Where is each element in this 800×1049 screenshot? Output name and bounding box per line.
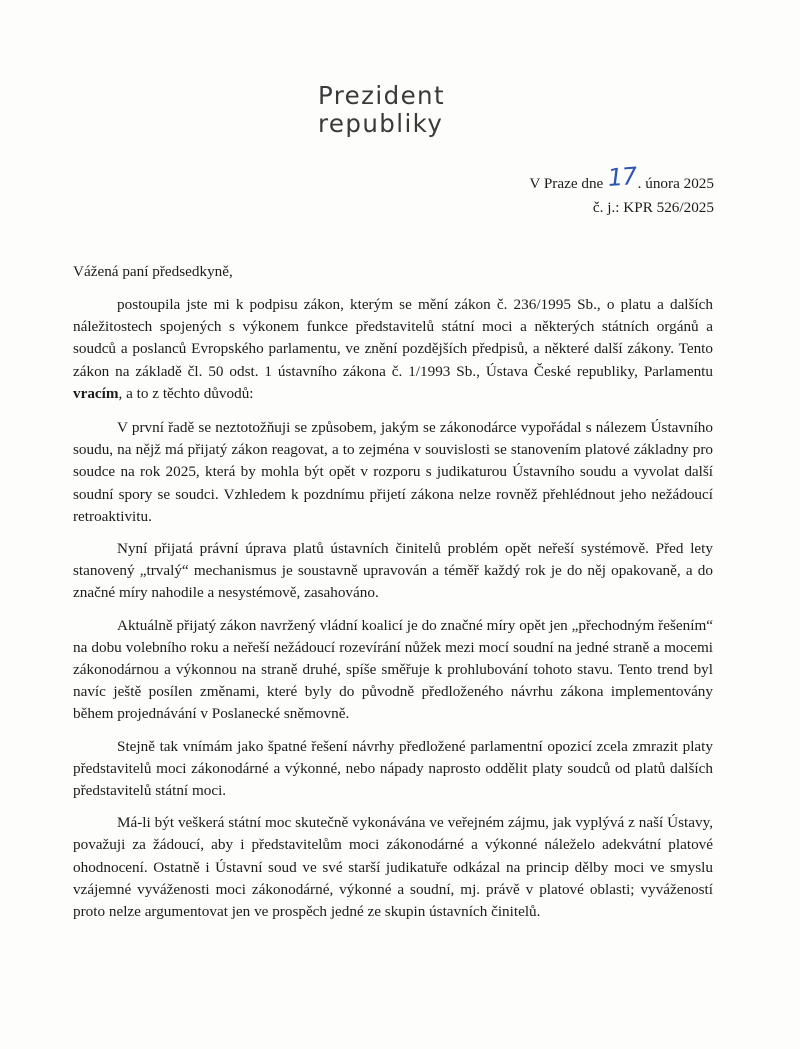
salutation: Vážená paní předsedkyně,	[73, 263, 233, 280]
handwritten-day: 17	[606, 162, 638, 192]
paragraph-1-text-b: , a to z těchto důvodů:	[118, 384, 254, 402]
paragraph-1-text-a: postoupila jste mi k podpisu zákon, kterým se mění zákon č. 236/1995 Sb., o platu a dalších náležitostech spojených s výkonem funkce představitelů státní moci a některých státních orgánů a soudců a poslanců Evropského parlamentu, ve znění pozdějších předpisů, a některé další zákony. Tento zákon na základě čl. 50 odst. 1 ústavního zákona č. 1/1993 Sb., Ústava České republiky, Parlamentu	[73, 296, 713, 380]
paragraph-5: Stejně tak vnímám jako špatné řešení návrhy předložené parlamentní opozicí zcela zmrazit platy představitelů moci zákonodárné a výkonné, nebo nápady naprosto oddělit platy soudců od platů dalších představitelů státní moci.	[73, 737, 713, 800]
paragraph-4: Aktuálně přijatý zákon navržený vládní koalicí je do značné míry opět jen „přechodným řešením“ na dobu volebního roku a neřeší nežádoucí rozevírání nůžek mezi mocí soudní na jedné straně a mocemi zákonodárnou a výkonnou na straně druhé, spíše směřuje k prohlubování tohoto stavu. Tento trend byl navíc ještě posílen změnami, které byly do původně předloženého návrhu zákona implementovány během projednávání v Poslanecké sněmovně.	[73, 616, 713, 723]
paragraph-2: V první řadě se neztotožňuji se způsobem, jakým se zákonodárce vypořádal s nálezem Ústavního soudu, na nějž má přijatý zákon reagovat, a to zejména v souvislosti se stanovením platové základny pro soudce na rok 2025, která by mohla být opět v rozporu s judikaturou Ústavního soudu a vyvolat další soudní spory se soudci. Vzhledem k pozdnímu přijetí zákona nelze rovněž přehlédnout jeho nežádoucí retroaktivitu.	[73, 419, 713, 525]
letter-body	[73, 294, 713, 933]
paragraph-3: Nyní přijatá právní úprava platů ústavních činitelů problém opět neřeší systémově. Před lety stanovený „trvalý“ mechanismus je soustavně upravován a téměř každý rok je do něj opakovaně, a do značné míry nahodile a nesystémově, zasahováno.	[73, 540, 713, 602]
date-prefix: V Praze dne	[529, 175, 604, 192]
date-line	[529, 162, 714, 196]
reference-number: č. j.: KPR 526/2025	[592, 199, 714, 216]
letter-meta	[529, 162, 714, 220]
letterhead-line-2: republiky	[318, 109, 444, 138]
letterhead-logo	[318, 82, 445, 138]
paragraph-1-bold: vracím	[73, 384, 119, 402]
paragraph-6: Má-li být veškerá státní moc skutečně vykonávána ve veřejném zájmu, jak vyplývá z naší Ústavy, považuji za žádoucí, aby i představitelům moci zákonodárné a výkonné náleželo adekvátní platové ohodnocení. Ostatně i Ústavní soud ve své starší judikatuře odkázal na princip dělby moci ve smyslu vzájemné vyváženosti moci zákonodárné, výkonné a soudní, mj. právě v platové oblasti; vyvážeností proto nelze argumentovat jen ve prospěch jedné ze skupin ústavních činitelů.	[73, 814, 713, 921]
date-suffix: . února 2025	[637, 175, 714, 192]
letterhead-line-1: Prezident	[318, 81, 445, 110]
paragraph-1	[73, 294, 713, 405]
